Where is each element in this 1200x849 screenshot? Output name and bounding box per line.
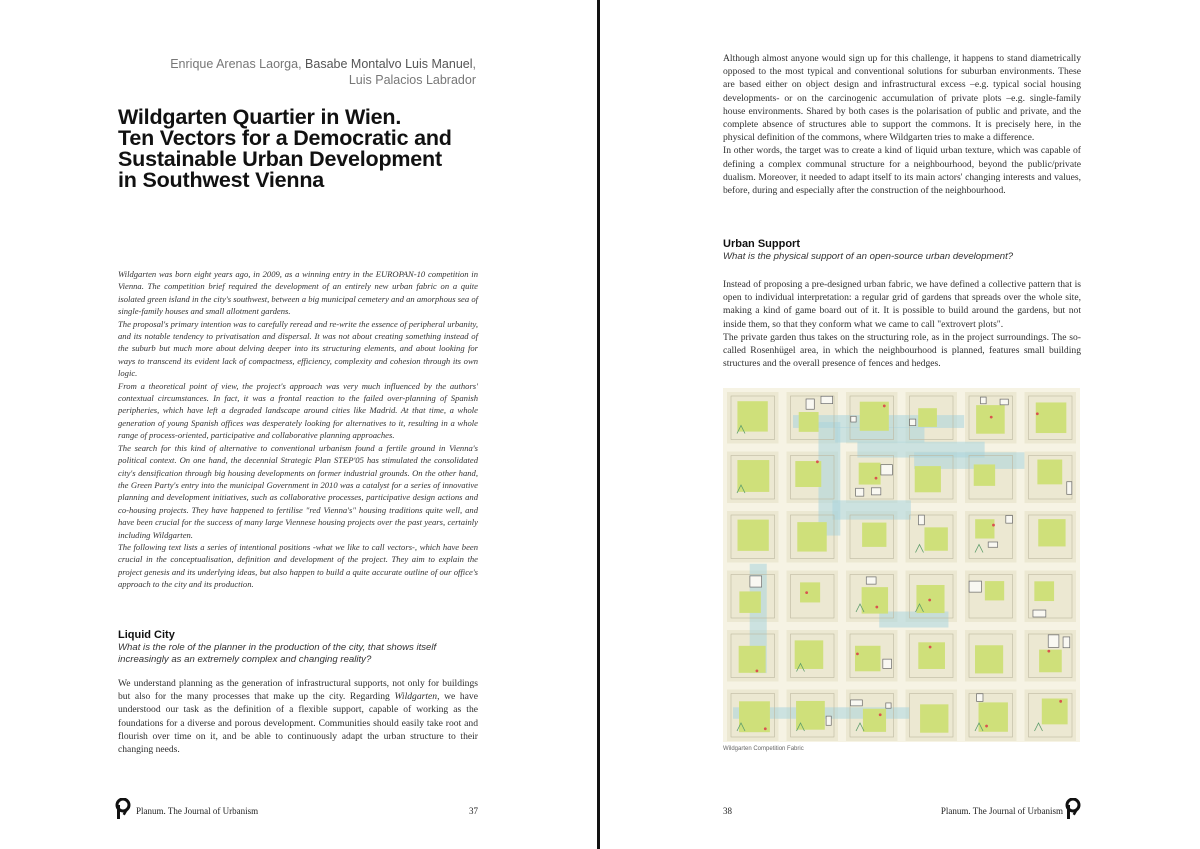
article-title [118,107,498,191]
building [1000,399,1008,405]
garden [1039,650,1062,673]
garden [1042,699,1068,725]
body-paragraph: Instead of proposing a pre-designed urban fabric, we have defined a collective pattern that is open to individual interpretation: a regular grid of gardens that spreads over the whole site, making a kind of game board out of it. It is possible to build around the gardens, but not inside them, so that they conform what we came to call "extrovert plots". [723,279,1081,330]
author-separator: , [472,57,476,71]
body-text-part: We understand planning as the generation of infrastructural supports, not only for buildings but also for the many processes that make up the city. Regarding [118,678,478,703]
planum-logo-icon [115,798,131,820]
body-paragraph: Although almost anyone would sign up for this challenge, it happens to stand diametrically opposed to the most typical and conventional solutions for suburban environments. These are based either on object design and infrastructural excess –e.g. typical social housing developments- or on the carcinogenic accumulation of private plots –e.g. single-family house environments. Shared by both cases is the polarisation of public and private, and the complete absence of structures able to support the commons. It is precisely here, in the physical definition of the commons, where Wildgarten tries to make a difference. [723,53,1081,144]
body-paragraph: The private garden thus takes on the structuring role, as in the project surroundings. The so-called Rosenhügel area, in which the neighbourhood is planned, features small building structures and the overall presence of fences and hedges. [723,331,1081,370]
figure-dot [756,670,759,673]
section-question: What is the role of the planner in the production of the city, that shows itself increasingly as an extremely complex and changing reality? [118,642,437,665]
garden [915,466,941,492]
page-footer-left [115,802,478,822]
building [969,581,981,592]
garden [974,464,995,485]
garden [979,702,1008,731]
journal-name: Planum. The Journal of Urbanism [940,806,1063,816]
intro-paragraph: From a theoretical point of view, the project's approach was very much influenced by the authors' contextual circumstances. In fact, it was a frontal reaction to the failed over-planning of Spanish peripheries, which have left a degraded landscape around cities like Madrid. At that time, a whole generation of young Spanish offices was desperately looking for alternatives to it, resulting in a whole range of process-oriented, participative and collaborative planning approaches. [118,380,478,441]
figure-dot [805,591,808,594]
garden [918,642,945,669]
tree-sketch [975,545,983,553]
intro-paragraph: Wildgarten was born eight years ago, in 2009, as a winning entry in the EUROPAN-10 competition in Vienna. The competition brief required the development of an entirely new urban fabric on a quite isolated green island in the city's southwest, between a big municipal cemetery and an amorphous sea of single-family houses and small allotment gardens. [118,269,478,317]
body-text-continued [723,52,1081,197]
garden [795,640,824,669]
garden [739,591,760,612]
garden [859,463,881,485]
building [883,659,892,668]
street [1076,388,1080,742]
building [806,399,814,409]
section-question: What is the physical support of an open-source urban development? [723,251,1014,262]
garden [985,581,1004,600]
body-text-part: , we have understood our task as the definition of a flexible support, capable of working as the foundations for a diverse and porous development. Communities should easily take root and flourish over time on it, and be able to continuously adapt the urban structure to their changing needs. [118,691,478,756]
garden [918,408,937,427]
garden [975,645,1003,673]
garden [800,582,820,602]
body-paragraph: In other words, the target was to create a kind of liquid urban texture, which was capable of defining a complex communal structure for a neighbourhood, beyond the public/private dualism. Moreover, it needed to adapt itself to its main actors' changing interests and values, before, during and especially after the construction of the neighbourhood. [723,145,1081,197]
figure-dot [1047,650,1050,653]
building [988,542,997,547]
building [821,396,833,403]
garden [920,704,948,732]
building [910,419,916,425]
figure-dot [879,713,882,716]
garden [739,646,766,673]
garden [976,405,1005,434]
building [881,465,893,475]
title-line: Wildgarten Quartier in Wien. [118,105,402,129]
site-plan-drawing [723,388,1080,742]
garden [1036,402,1067,433]
intro-paragraph: The search for this kind of alternative to conventional urbanism found a fertile ground in Vienna's political context. On one hand, the decennial Strategic Plan STEP'05 has stimulated the consolidated city's densification through big housing developments on former industrial grounds. On the other hand, the Green Party's entry into the municipal Government in 2010 was a catalyst for a series of innovative planning and development initiatives, such as collaborative processes, participative design actions and co-housing projects. They have happened to fertilise "red Vienna's" housing traditions quite well, and have been crucial for the success of many large Viennese housing projects over the past years, certainly including Wildgarten. [118,442,478,540]
figure-dot [856,652,859,655]
competition-fabric-plan-image [723,388,1080,742]
planum-logo-icon [1065,798,1081,820]
pedestrian-path [879,612,948,628]
garden [1038,519,1065,546]
garden [975,519,994,538]
title-line: Ten Vectors for a Democratic and [118,126,452,150]
building [866,577,876,584]
body-paragraph [118,677,478,756]
tree-sketch [1035,723,1043,731]
tree-sketch [916,545,924,553]
authors [118,56,476,88]
garden [799,412,819,432]
intro-paragraph: The following text lists a series of intentional positions -what we like to call vectors-, which have been crucial in the conceptualisation, definition and development of the project. They aim to explain the project genesis and its underlying ideas, but also happen to build a quite accurate outline of our office's approach to the city and its production. [118,541,478,590]
figure-dot [816,460,819,463]
garden [862,587,888,613]
street [723,741,1080,742]
figure-dot [985,725,988,728]
building [851,416,856,422]
garden [924,527,947,550]
building [886,703,891,708]
intro-abstract [118,268,478,591]
title-line: in Southwest Vienna [118,168,325,192]
body-text-urban-support [723,278,1081,370]
building [918,515,924,525]
journal-name: Planum. The Journal of Urbanism [136,806,259,816]
figure-dot [928,599,931,602]
building [981,397,987,404]
figure-dot [1036,412,1039,415]
building [851,700,863,706]
section-heading: Urban Support [723,238,800,250]
garden [1037,460,1062,485]
author-1: Enrique Arenas Laorga, [170,57,306,71]
tree-sketch [856,723,864,731]
figure-dot [929,646,932,649]
page-footer-right [723,802,1081,822]
building [871,488,880,495]
garden [863,709,886,732]
building [856,488,864,496]
building [1033,610,1046,617]
author-2: Basabe Montalvo Luis Manuel [305,57,473,71]
garden [855,646,881,672]
building [1048,635,1059,647]
building [750,576,762,587]
building [1067,482,1072,495]
page-number: 37 [469,806,478,816]
garden [862,523,886,547]
building [1063,637,1070,648]
left-page [0,0,597,849]
figure-dot [875,606,878,609]
pedestrian-path [832,500,910,519]
garden [738,520,769,551]
garden [795,461,821,487]
figure-dot [990,416,993,419]
right-page [600,0,1200,849]
street [723,682,1080,690]
title-line: Sustainable Urban Development [118,147,442,171]
body-text-emphasis: Wildgarten [394,691,438,703]
figure-caption: Wildgarten Competition Fabric [723,746,804,752]
street [723,563,1080,571]
page-number: 38 [723,806,732,816]
section-heading: Liquid City [118,629,175,641]
building [977,694,983,702]
figure-dot [875,477,878,480]
garden [796,701,825,730]
author-3: Luis Palacios Labrador [348,73,476,87]
garden [797,522,826,551]
building [1006,516,1013,524]
section-liquid-city [118,629,478,666]
section-urban-support [723,238,1081,263]
garden [1034,581,1054,601]
figure-dot [883,405,886,408]
figure-dot [764,727,767,730]
figure-dot [992,524,995,527]
intro-paragraph: The proposal's primary intention was to carefully reread and re-write the essence of peripheral urbanity, and its notable tendency to privatisation and dispersal. It was not about creating something instead of the suburb but much more about delving deeper into its structuring elements, and about looking for ways to transcend its evident lack of compactness, efficiency, complexity and cohesion through its own logic. [118,318,478,379]
building [826,716,831,725]
figure-dot [1059,700,1062,703]
body-text [118,677,478,756]
